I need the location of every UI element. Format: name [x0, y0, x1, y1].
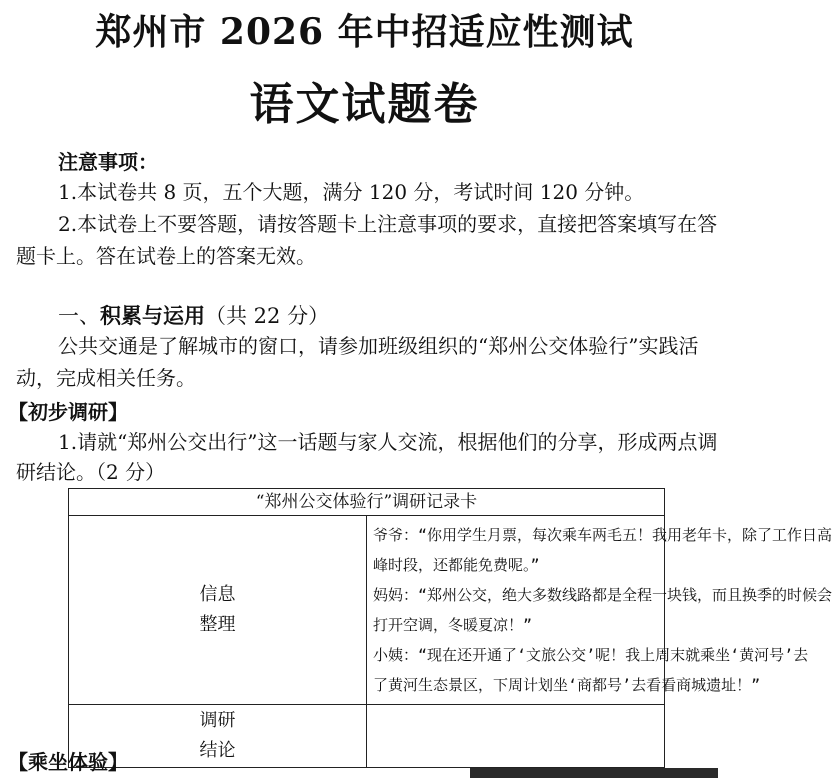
notice-item-2-line-1: 2.本试卷上不要答题，请按答题卡上注意事项的要求，直接把答案填写在答 — [58, 212, 718, 236]
exam-title: 郑州市 2026 年中招适应性测试 — [95, 11, 634, 53]
question-1-line-2: 研结论。（2 分） — [16, 460, 166, 484]
section-heading — [58, 300, 329, 330]
conclusion-answer-field[interactable] — [367, 705, 665, 768]
section-points: （共 22 分） — [205, 304, 330, 328]
aunt-line-2: 了黄河生态景区，下周计划坐‘商都号’去看看商城遗址！” — [373, 676, 761, 694]
label-conclusion-line-1: 调研 — [199, 710, 236, 731]
label-info — [69, 516, 367, 705]
section-intro-line-2: 动，完成相关任务。 — [16, 366, 196, 390]
info-content — [367, 516, 832, 705]
section-number: 一、 — [58, 304, 100, 328]
image-edge — [470, 768, 718, 778]
notice-heading: 注意事项： — [58, 150, 158, 174]
grandpa-line-1: 爷爷：“你用学生月票，每次乘车两毛五！我用老年卡，除了工作日高 — [373, 526, 832, 544]
aunt-line-1: 小姨：“现在还开通了‘文旅公交’呢！我上周末就乘坐‘黄河号’去 — [373, 646, 809, 664]
paper-title: 语文试题卷 — [249, 79, 480, 130]
question-1-line-1: 1.请就“郑州公交出行”这一话题与家人交流，根据他们的分享，形成两点调 — [58, 430, 718, 454]
part-heading-ride: 【乘坐体验】 — [8, 750, 128, 774]
label-info-line-1: 信息 — [199, 584, 236, 605]
notice-item-2-line-2: 题卡上。答在试卷上的答案无效。 — [16, 244, 316, 268]
part-heading-survey: 【初步调研】 — [8, 400, 128, 424]
survey-record-card — [68, 488, 832, 768]
mom-line-2: 打开空调，冬暖夏凉！” — [373, 616, 533, 634]
section-intro-line-1: 公共交通是了解城市的窗口，请参加班级组织的“郑州公交体验行”实践活 — [58, 334, 699, 358]
card-title: “郑州公交体验行”调研记录卡 — [69, 489, 665, 516]
notice-item-1: 1.本试卷共 8 页，五个大题，满分 120 分，考试时间 120 分钟。 — [58, 180, 645, 204]
mom-line-1: 妈妈：“郑州公交，绝大多数线路都是全程一块钱，而且换季的时候会 — [373, 586, 832, 604]
grandpa-line-2: 峰时段，还都能免费呢。” — [373, 556, 540, 574]
section-name: 积累与运用 — [100, 303, 205, 328]
label-info-line-2: 整理 — [199, 614, 236, 635]
label-conclusion-line-2: 结论 — [199, 740, 236, 761]
